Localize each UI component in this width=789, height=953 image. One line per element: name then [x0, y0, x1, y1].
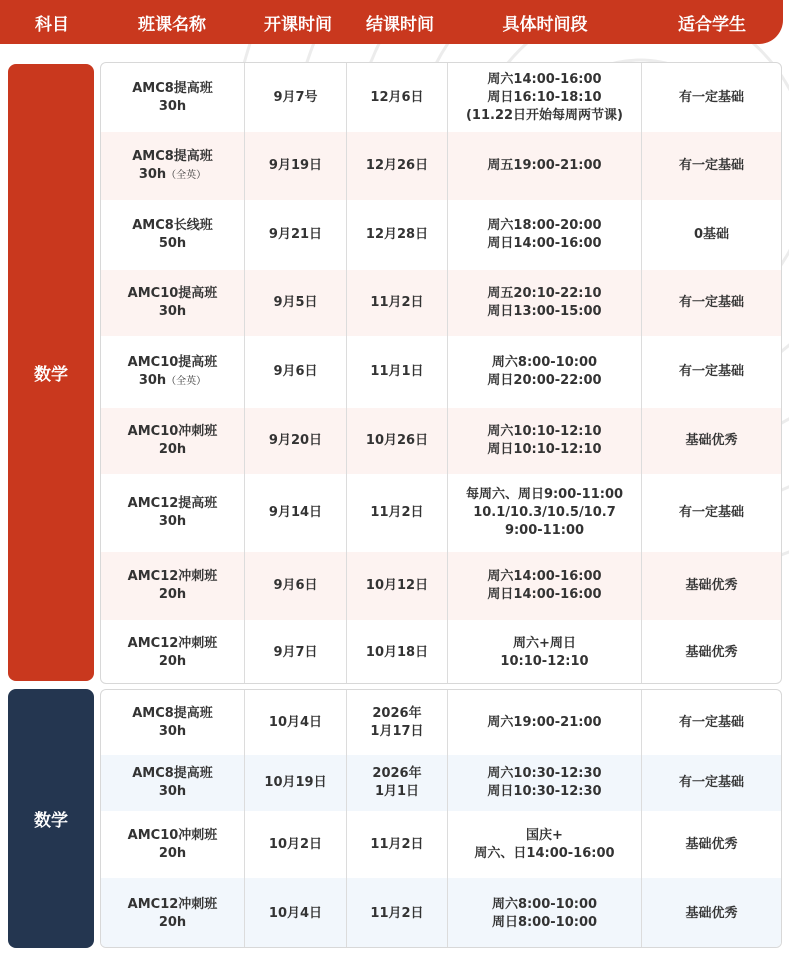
start-date: 9月6日 — [245, 336, 347, 408]
class-name: AMC10冲刺班 20h — [101, 811, 245, 878]
class-name: AMC8提高班 30h — [101, 63, 245, 132]
student-level: 有一定基础 — [678, 295, 744, 310]
start-date: 9月7日 — [245, 620, 347, 684]
class-name: AMC12冲刺班 20h — [101, 552, 245, 620]
subject-label-math-2: 数学 — [8, 689, 94, 948]
student-level: 有一定基础 — [678, 714, 744, 730]
header-subject: 科目 — [35, 14, 69, 35]
header-end-date: 结课时间 — [366, 14, 434, 35]
subject-label-math-1: 数学 — [8, 64, 94, 681]
class-name — [101, 132, 245, 200]
time-slot: 周六10:30-12:30 周日10:30-12:30 — [448, 755, 642, 811]
start-date: 9月7号 — [245, 63, 347, 132]
start-date: 9月21日 — [245, 200, 347, 270]
class-name: AMC8提高班 30h — [101, 690, 245, 755]
class-name: AMC12冲刺班 20h — [101, 878, 245, 948]
class-name: AMC8提高班 30h — [101, 755, 245, 811]
end-date: 2026年 1月17日 — [347, 690, 448, 755]
student-level: 0基础 — [693, 227, 730, 242]
start-date: 9月5日 — [245, 270, 347, 336]
start-date: 9月20日 — [245, 408, 347, 474]
end-date: 10月18日 — [347, 620, 448, 684]
time-slot: 每周六、周日9:00-11:00 10.1/10.3/10.5/10.7 9:00-11:00 — [448, 474, 642, 552]
end-date: 11月2日 — [347, 878, 448, 948]
time-slot: 周五19:00-21:00 — [448, 132, 642, 200]
class-name-note: （全英） — [166, 169, 207, 181]
end-date: 2026年 1月1日 — [347, 755, 448, 811]
time-slot: 周六14:00-16:00 周日16:10-18:10 (11.22日开始每周两节课) — [448, 63, 642, 132]
table-row — [101, 690, 781, 755]
table-row — [101, 552, 781, 620]
student-level: 基础优秀 — [685, 433, 738, 448]
class-name: AMC12提高班 30h — [101, 474, 245, 552]
header-class-name: 班课名称 — [138, 14, 206, 35]
start-date: 10月19日 — [245, 755, 347, 811]
header-time-slot: 具体时间段 — [502, 14, 588, 35]
table-row — [101, 620, 781, 684]
time-slot: 周六18:00-20:00 周日14:00-16:00 — [448, 200, 642, 270]
time-slot: 周五20:10-22:10 周日13:00-15:00 — [448, 270, 642, 336]
time-slot: 周六8:00-10:00 周日8:00-10:00 — [448, 878, 642, 948]
time-slot: 周六14:00-16:00 周日14:00-16:00 — [448, 552, 642, 620]
table-header — [0, 0, 783, 44]
student-level: 有一定基础 — [678, 89, 744, 105]
class-name: AMC10提高班 30h — [101, 270, 245, 336]
student-level: 基础优秀 — [685, 836, 738, 852]
start-date: 10月4日 — [245, 690, 347, 755]
table-row — [101, 755, 781, 811]
table-row — [101, 474, 781, 552]
class-name-note: （全英） — [166, 375, 207, 387]
end-date: 12月28日 — [347, 200, 448, 270]
table-row — [101, 63, 781, 132]
schedule-panel-1 — [100, 62, 782, 684]
end-date: 12月6日 — [347, 63, 448, 132]
header-level: 适合学生 — [678, 14, 746, 35]
class-name: AMC12冲刺班 20h — [101, 620, 245, 684]
table-row — [101, 336, 781, 408]
start-date: 9月19日 — [245, 132, 347, 200]
table-row — [101, 408, 781, 474]
header-start-date: 开课时间 — [264, 14, 332, 35]
start-date: 10月2日 — [245, 811, 347, 878]
end-date: 10月12日 — [347, 552, 448, 620]
end-date: 12月26日 — [347, 132, 448, 200]
end-date: 11月2日 — [347, 270, 448, 336]
time-slot: 周六19:00-21:00 — [448, 690, 642, 755]
end-date: 11月2日 — [347, 811, 448, 878]
end-date: 11月2日 — [347, 474, 448, 552]
student-level: 有一定基础 — [678, 775, 744, 790]
student-level: 有一定基础 — [678, 158, 744, 173]
time-slot: 周六10:10-12:10 周日10:10-12:10 — [448, 408, 642, 474]
table-row — [101, 132, 781, 200]
class-name-text: AMC8提高班 30h — [132, 148, 213, 182]
table-row — [101, 878, 781, 948]
end-date: 11月1日 — [347, 336, 448, 408]
student-level: 有一定基础 — [678, 364, 744, 379]
student-level: 基础优秀 — [685, 905, 738, 921]
time-slot: 周六8:00-10:00 周日20:00-22:00 — [448, 336, 642, 408]
class-name-text: AMC10提高班 30h — [127, 354, 218, 388]
class-name: AMC10冲刺班 20h — [101, 408, 245, 474]
start-date: 10月4日 — [245, 878, 347, 948]
end-date: 10月26日 — [347, 408, 448, 474]
start-date: 9月6日 — [245, 552, 347, 620]
student-level: 基础优秀 — [685, 644, 738, 660]
time-slot: 周六+周日 10:10-12:10 — [448, 620, 642, 684]
table-row — [101, 811, 781, 878]
start-date: 9月14日 — [245, 474, 347, 552]
table-row — [101, 270, 781, 336]
student-level: 有一定基础 — [678, 505, 744, 520]
student-level: 基础优秀 — [685, 578, 738, 593]
table-row — [101, 200, 781, 270]
class-name — [101, 336, 245, 408]
time-slot: 国庆+ 周六、日14:00-16:00 — [448, 811, 642, 878]
class-name: AMC8长线班 50h — [101, 200, 245, 270]
schedule-panel-2 — [100, 689, 782, 948]
